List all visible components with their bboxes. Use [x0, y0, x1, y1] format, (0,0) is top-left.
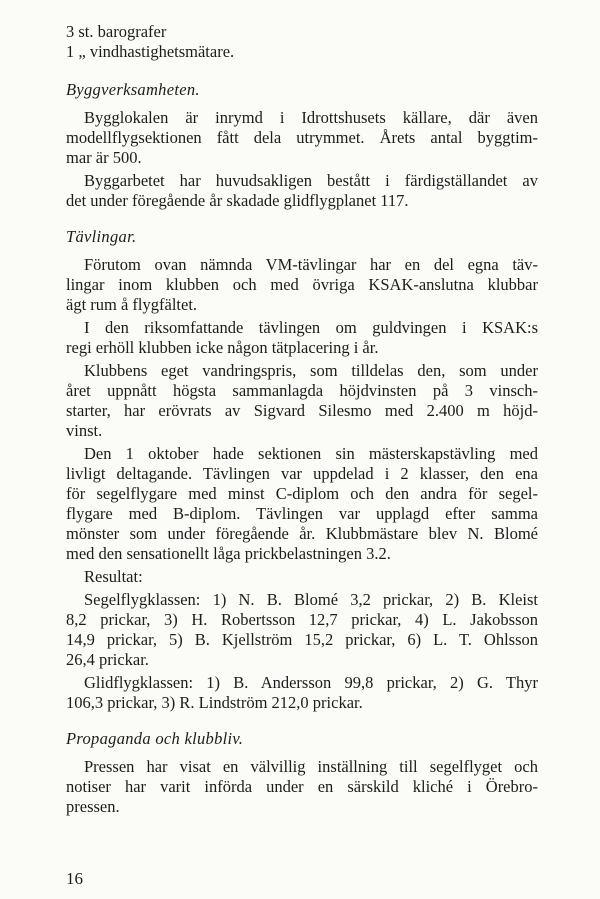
text-line: Den 1 oktober hade sektionen sin mästerskapstävling med [84, 444, 538, 463]
text-line: 8,2 prickar, 3) H. Robertsson 12,7 prickar, 4) L. Jakobsson [66, 610, 538, 629]
section-heading: Byggverksamheten. [66, 80, 200, 99]
section-heading: Propaganda och klubbliv. [66, 729, 244, 748]
paragraph [66, 361, 538, 441]
text-line: 14,9 prickar, 5) B. Kjellström 15,2 prickar, 6) L. T. Ohlsson [66, 630, 538, 649]
text-line: Resultat: [84, 567, 143, 586]
text-flow [66, 22, 538, 817]
text-line: mar är 500. [66, 148, 142, 167]
text-line: ägt rum å flygfältet. [66, 295, 198, 314]
text-line: I den riksomfattande tävlingen om guldvingen i KSAK:s [84, 318, 538, 337]
text-line: starter, har erövrats av Sigvard Silesmo med 2.400 m höjd- [66, 401, 538, 420]
text-line: notiser har varit införda under en särskild kliché i Örebro- [66, 777, 538, 796]
text-line: Förutom ovan nämnda VM-tävlingar har en del egna täv- [84, 255, 538, 274]
text-line: året uppnått högsta sammanlagda höjdvinsten på 3 vinsch- [66, 381, 538, 400]
text-line: Pressen har visat en välvillig inställning till segelflyget och [84, 757, 538, 776]
text-line: Glidflygklassen: 1) B. Andersson 99,8 prickar, 2) G. Thyr [84, 673, 538, 692]
paragraph [66, 444, 538, 564]
paragraph [66, 567, 538, 587]
text-line: för segelflygare med minst C-diplom och den andra för segel- [66, 484, 538, 503]
paragraph [66, 590, 538, 670]
text-line: vinst. [66, 421, 103, 440]
paragraph [66, 171, 538, 211]
paragraph [66, 108, 538, 168]
page-number: 16 [66, 869, 83, 888]
text-line: Segelflygklassen: 1) N. B. Blomé 3,2 prickar, 2) B. Kleist [84, 590, 538, 609]
text-line: med den sensationellt låga prickbelastningen 3.2. [66, 544, 391, 563]
text-line: 26,4 prickar. [66, 650, 149, 669]
text-line: Byggarbetet har huvudsakligen bestått i färdigställandet av [84, 171, 538, 190]
paragraph [66, 255, 538, 315]
list-item: 3 st. barografer [66, 22, 167, 41]
text-line: modellflygsektionen fått dela utrymmet. Årets antal byggtim- [66, 128, 538, 147]
text-line: 106,3 prickar, 3) R. Lindström 212,0 prickar. [66, 693, 363, 712]
text-line: lingar inom klubben och med övriga KSAK-anslutna klubbar [66, 275, 538, 294]
text-line: flygare med B-diplom. Tävlingen var upplagd efter samma [66, 504, 538, 523]
section-heading: Tävlingar. [66, 227, 137, 246]
list-item: 1 „ vindhastighetsmätare. [66, 42, 235, 61]
text-line: det under föregående år skadade glidflygplanet 117. [66, 191, 409, 210]
text-line: regi erhöll klubben icke någon tätplacering i år. [66, 338, 379, 357]
text-line: livligt deltagande. Tävlingen var uppdelad i 2 klasser, den ena [66, 464, 538, 483]
paragraph [66, 757, 538, 817]
text-line: Klubbens eget vandringspris, som tilldelas den, som under [84, 361, 538, 380]
text-line: mönster som under föregående år. Klubbmästare blev N. Blomé [66, 524, 538, 543]
paragraph [66, 318, 538, 358]
text-line: Bygglokalen är inrymd i Idrottshusets källare, där även [84, 108, 538, 127]
text-line: pressen. [66, 797, 120, 816]
paragraph [66, 673, 538, 713]
